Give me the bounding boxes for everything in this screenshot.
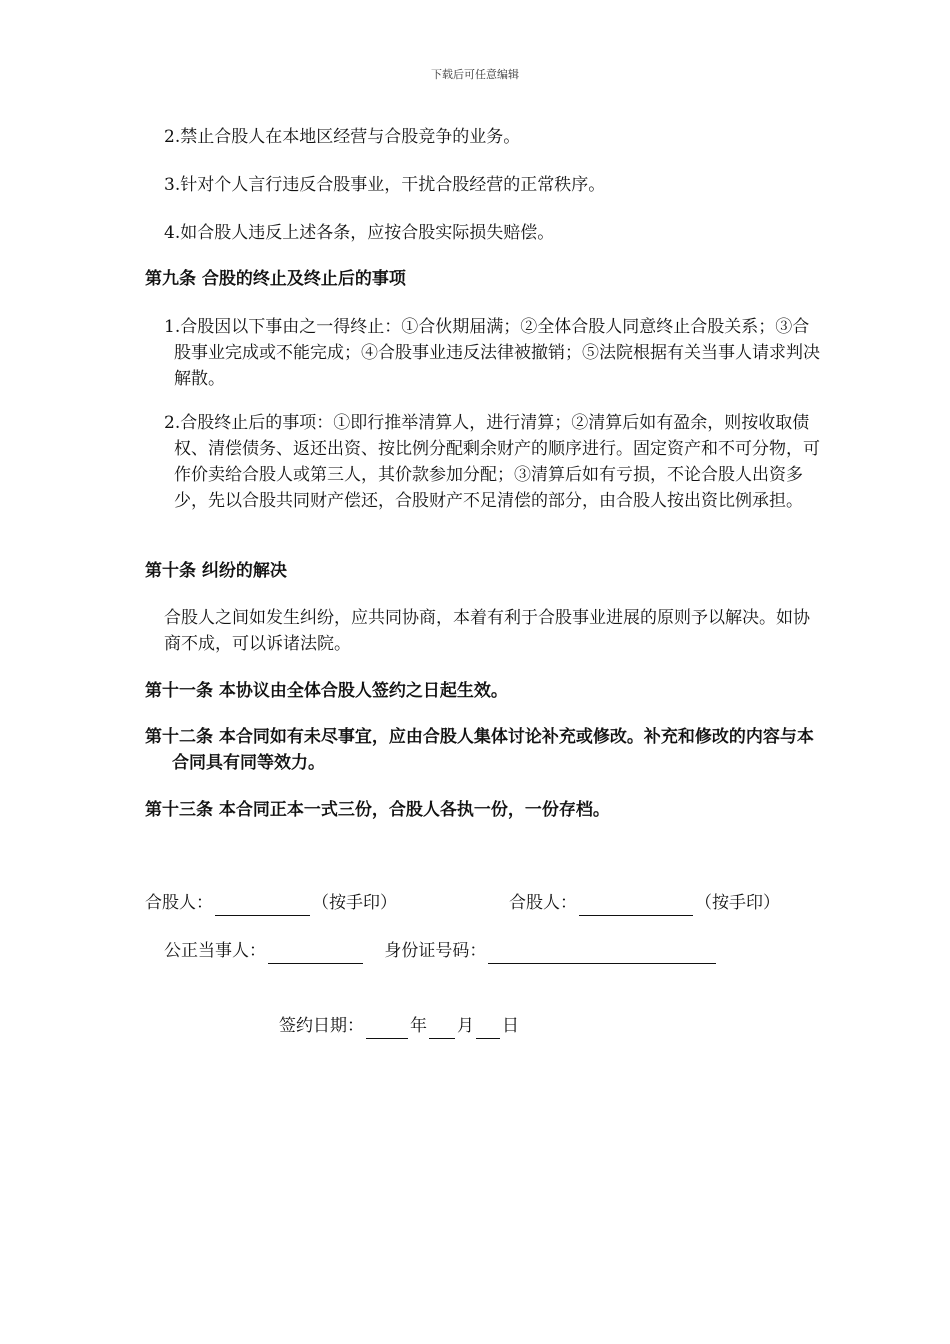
article8-item-3: 3.针对个人言行违反合股事业，干扰合股经营的正常秩序。 <box>164 175 606 195</box>
id-number-label: 身份证号码： <box>384 941 487 961</box>
day-label: 日 <box>502 1016 519 1036</box>
article8-item-4: 4.如合股人违反上述各条，应按合股实际损失赔偿。 <box>164 223 555 243</box>
notary-row <box>164 938 718 964</box>
article13-title: 第十三条 本合同正本一式三份，合股人各执一份，一份存档。 <box>145 800 610 820</box>
article9-item-2: 2.合股终止后的事项：①即行推举清算人，进行清算；②清算后如有盈余，则按收取债权、清偿债务、返还出资、按比例分配剩余财产的顺序进行。固定资产和不可分物，可作价卖给合股人或第三人，其价款参加分配；③清算后如有亏损，不论合股人出资多少，先以合股共同财产偿还，合股财产不足清偿的部分，由合股人按出资比例承担。 <box>164 413 820 511</box>
partner-signature-blank[interactable] <box>215 895 310 916</box>
signing-date-row <box>279 1013 519 1039</box>
id-number-blank[interactable] <box>488 943 716 964</box>
article10-title: 第十条 纠纷的解决 <box>145 561 287 581</box>
year-label: 年 <box>410 1016 427 1036</box>
article11-title: 第十一条 本协议由全体合股人签约之日起生效。 <box>145 681 508 701</box>
partner-label: 合股人： <box>145 893 213 913</box>
fingerprint-label: （按手印） <box>312 893 397 913</box>
partner-signature-blank[interactable] <box>579 895 693 916</box>
notary-label: 公正当事人： <box>164 941 266 961</box>
article12-title: 第十二条 本合同如有未尽事宜，应由合股人集体讨论补充或修改。补充和修改的内容与本合同具有同等效力。 <box>145 727 814 773</box>
month-blank[interactable] <box>429 1018 455 1039</box>
day-blank[interactable] <box>476 1018 500 1039</box>
notary-signature-blank[interactable] <box>268 943 363 964</box>
signing-date-label: 签约日期： <box>279 1016 364 1036</box>
page-header-note: 下载后可任意编辑 <box>431 68 519 81</box>
article9-title: 第九条 合股的终止及终止后的事项 <box>145 269 406 289</box>
partner-signature-1 <box>145 890 397 916</box>
year-blank[interactable] <box>366 1018 408 1039</box>
month-label: 月 <box>457 1016 474 1036</box>
article10-body: 合股人之间如发生纠纷，应共同协商，本着有利于合股事业进展的原则予以解决。如协商不成，可以诉诸法院。 <box>164 608 810 654</box>
partner-signature-2 <box>509 890 780 916</box>
fingerprint-label: （按手印） <box>695 893 780 913</box>
partner-label: 合股人： <box>509 893 577 913</box>
article8-item-2: 2.禁止合股人在本地区经营与合股竞争的业务。 <box>164 127 521 147</box>
article9-item-1: 1.合股因以下事由之一得终止：①合伙期届满；②全体合股人同意终止合股关系；③合股事业完成或不能完成；④合股事业违反法律被撤销；⑤法院根据有关当事人请求判决解散。 <box>164 317 820 389</box>
